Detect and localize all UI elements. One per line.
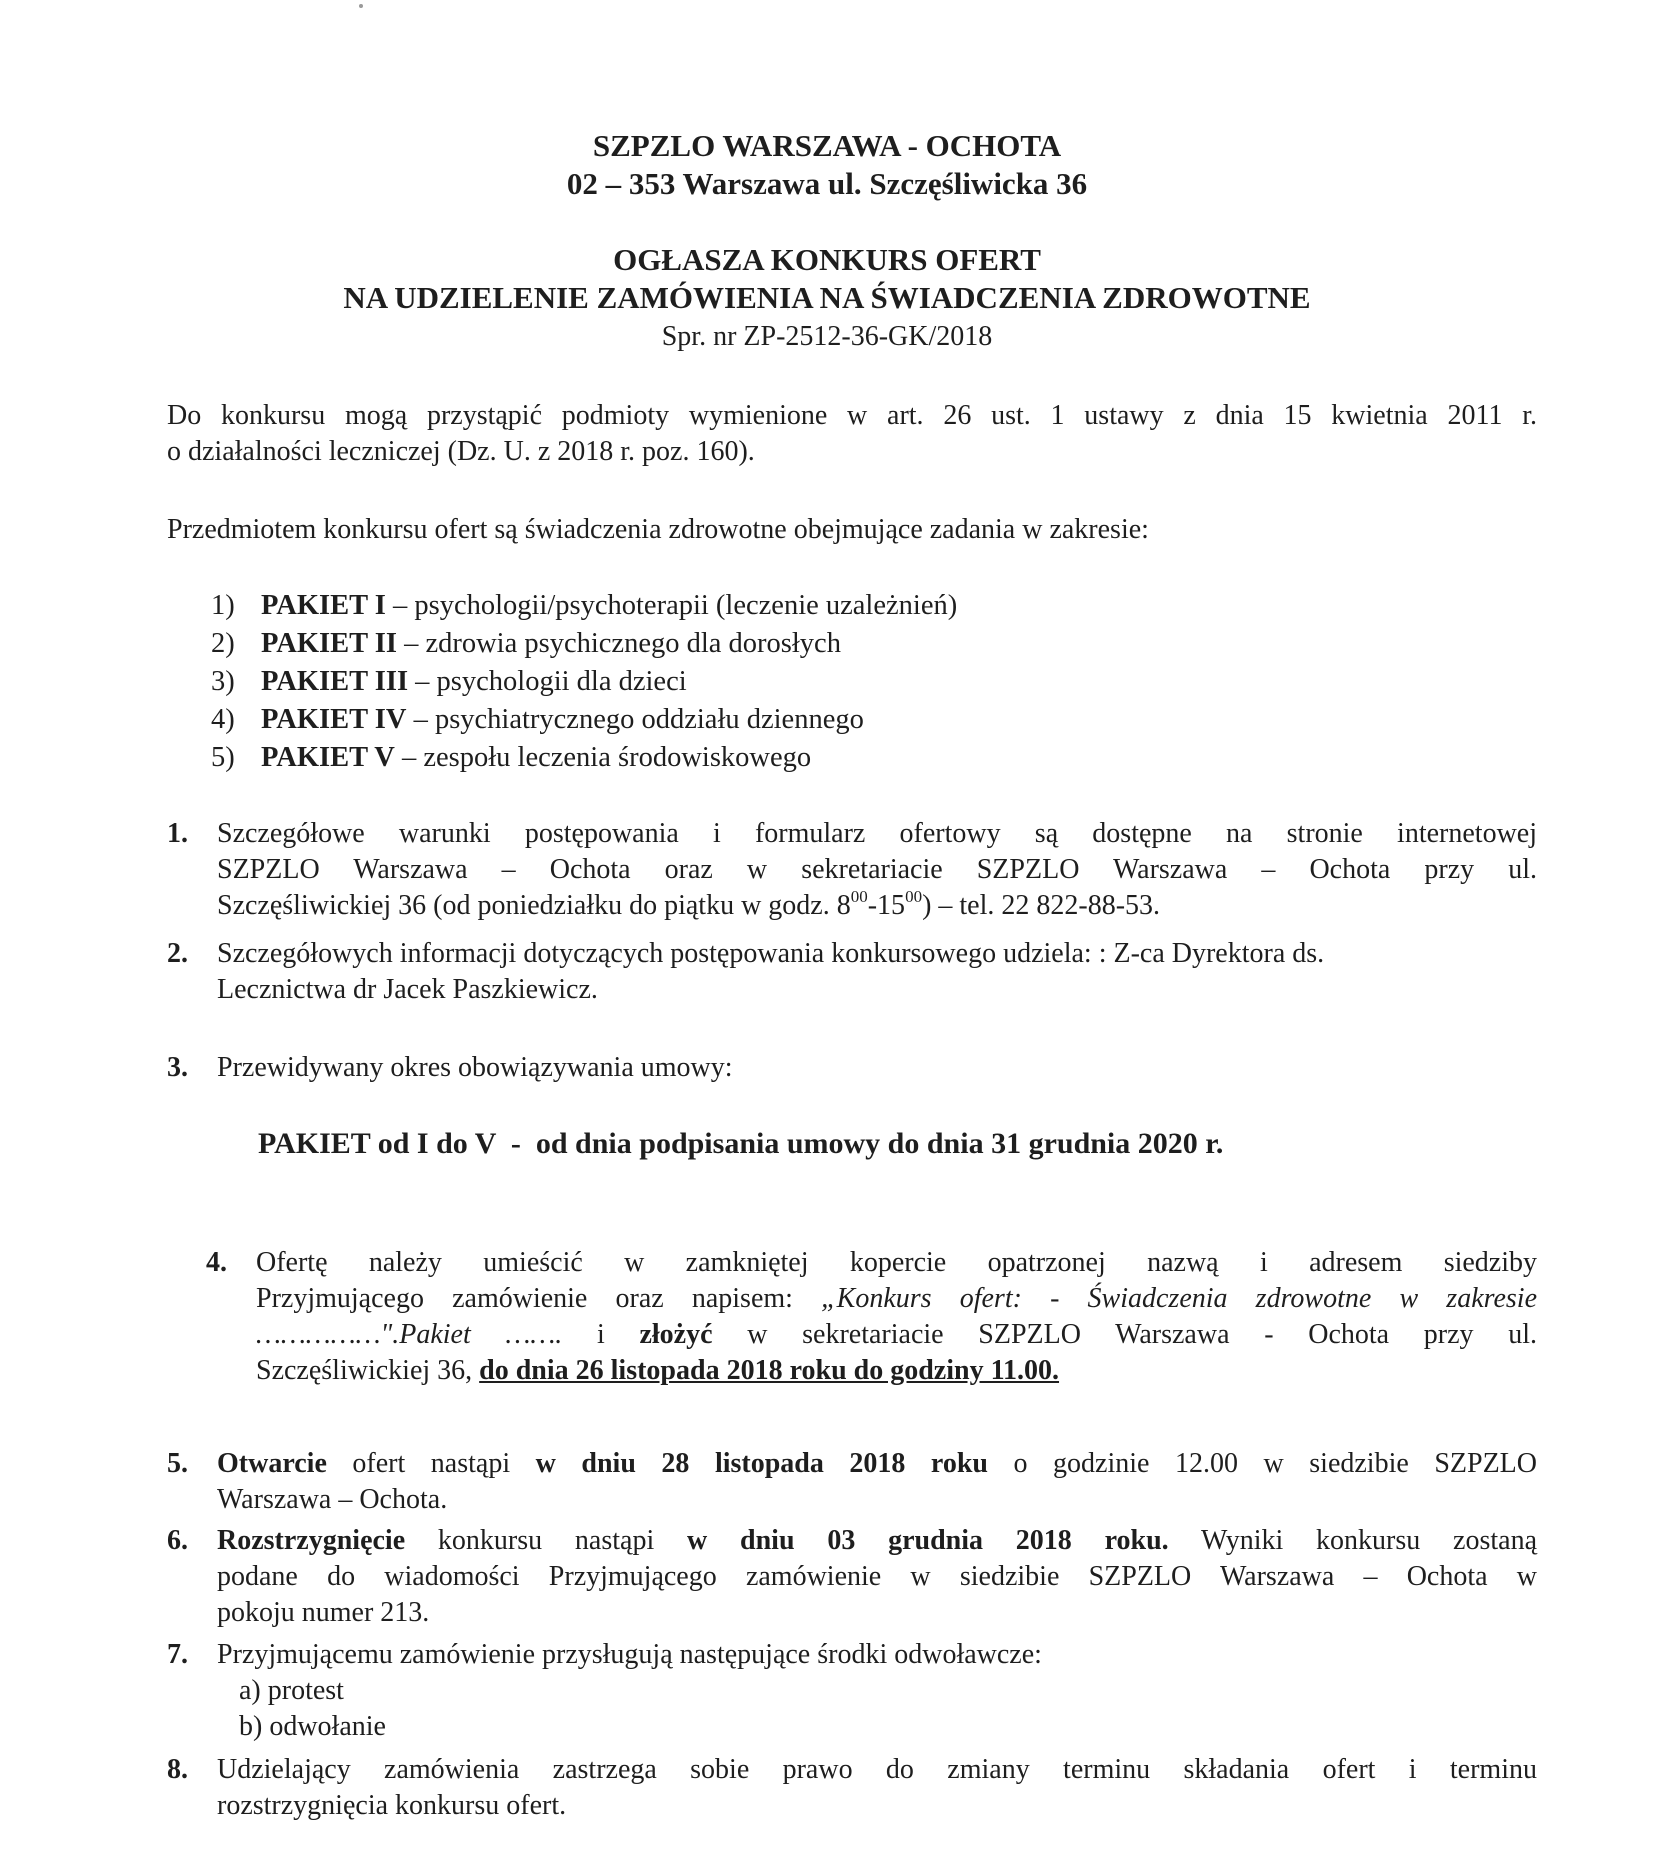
item-1-line-3 xyxy=(217,888,1537,924)
item-5-text xyxy=(217,1446,1537,1518)
package-name: PAKIET III xyxy=(261,666,409,697)
subject-paragraph: Przedmiotem konkursu ofert są świadczenia zdrowotne obejmujące zadania w zakresie: xyxy=(167,514,1149,545)
bold-text: Rozstrzygnięcie xyxy=(217,1525,406,1556)
item-3 xyxy=(167,1050,1537,1090)
package-description: – psychologii/psychoterapii (leczenie uzależnień) xyxy=(385,590,958,621)
item-number: 6. xyxy=(167,1525,188,1556)
plain-text: i xyxy=(562,1319,640,1350)
plain-text: ofert nastąpi xyxy=(326,1448,536,1479)
item-3-line-1: Przewidywany okres obowiązywania umowy: xyxy=(217,1052,733,1083)
eligibility-line-1: Do konkursu mogą przystąpić podmioty wymienione w art. 26 ust. 1 ustawy z dnia 15 kwietnia 2011 r. xyxy=(167,400,1537,431)
package-item xyxy=(211,587,957,625)
hours-text: Szczęśliwickiej 36 (od poniedziałku do piątku w godz. 8 xyxy=(217,890,851,921)
bold-text: Otwarcie xyxy=(217,1448,327,1479)
item-4-line-1: Ofertę należy umieścić w zamkniętej kopercie opatrzonej nazwą i adresem siedziby xyxy=(256,1247,1537,1278)
hours-text: -15 xyxy=(867,890,906,921)
package-list xyxy=(211,587,957,777)
item-5 xyxy=(167,1446,1537,1522)
plain-text: Przyjmującego zamówienie oraz napisem: xyxy=(256,1283,822,1314)
item-number: 5. xyxy=(167,1448,188,1479)
item-1-line-2: SZPZLO Warszawa – Ochota oraz w sekretariacie SZPZLO Warszawa – Ochota przy ul. xyxy=(217,854,1537,885)
organization-name: SZPZLO WARSZAWA - OCHOTA xyxy=(592,128,1062,163)
item-8-line-2: rozstrzygnięcia konkursu ofert. xyxy=(217,1790,567,1821)
hours-superscript: 00 xyxy=(905,887,923,906)
item-1-line-1: Szczegółowe warunki postępowania i formularz ofertowy są dostępne na stronie internetowej xyxy=(217,818,1537,849)
package-number: 4) xyxy=(211,704,235,735)
plain-text: Szczęśliwickiej 36, xyxy=(256,1355,480,1386)
package-item xyxy=(211,739,957,777)
package-name: PAKIET II xyxy=(261,628,397,659)
package-description: – psychologii dla dzieci xyxy=(408,666,687,697)
item-2-line-2: Lecznictwa dr Jacek Paszkiewicz. xyxy=(217,974,598,1005)
item-4-line-4 xyxy=(256,1353,1537,1389)
phone-text: ) – tel. 22 822-88-53. xyxy=(922,890,1161,921)
item-4-text xyxy=(256,1245,1537,1389)
item-6-text xyxy=(217,1523,1537,1631)
item-number: 1. xyxy=(167,818,188,849)
document-header xyxy=(0,127,1654,203)
package-item xyxy=(211,663,957,701)
package-number: 3) xyxy=(211,666,235,697)
item-5-line-1 xyxy=(217,1446,1537,1482)
package-name: PAKIET V xyxy=(261,742,395,773)
item-8-text xyxy=(217,1752,1537,1824)
announcement-title xyxy=(0,241,1654,317)
package-description: – psychiatrycznego oddziału dziennego xyxy=(406,704,864,735)
resolution-date: w dniu 03 grudnia 2018 roku. xyxy=(687,1525,1169,1556)
package-name: PAKIET IV xyxy=(261,704,407,735)
item-4 xyxy=(206,1245,1537,1395)
eligibility-line-2: o działalności leczniczej (Dz. U. z 2018 r. poz. 160). xyxy=(167,436,755,467)
item-6-line-2: podane do wiadomości Przyjmującego zamówienie w siedzibie SZPZLO Warszawa – Ochota w xyxy=(217,1561,1537,1592)
title-line-2: NA UDZIELENIE ZAMÓWIENIA NA ŚWIADCZENIA ZDROWOTNE xyxy=(343,280,1311,315)
item-6-line-3: pokoju numer 213. xyxy=(217,1597,430,1628)
package-item xyxy=(211,625,957,663)
package-name: PAKIET I xyxy=(261,590,386,621)
item-4-line-3 xyxy=(256,1317,1537,1353)
scan-speck xyxy=(359,4,363,8)
title-line-1: OGŁASZA KONKURS OFERT xyxy=(613,242,1041,277)
item-5-line-2: Warszawa – Ochota. xyxy=(217,1484,448,1515)
hours-superscript: 00 xyxy=(850,887,868,906)
plain-text: konkursu nastąpi xyxy=(405,1525,688,1556)
package-number: 5) xyxy=(211,742,235,773)
item-7-text xyxy=(217,1637,1537,1745)
item-number: 7. xyxy=(167,1639,188,1670)
plain-text: w sekretariacie SZPZLO Warszawa - Ochota przy ul. xyxy=(712,1319,1538,1350)
item-number: 2. xyxy=(167,938,188,969)
item-2 xyxy=(167,936,1537,1012)
item-8-line-1: Udzielający zamówienia zastrzega sobie prawo do zmiany terminu składania ofert i terminu xyxy=(217,1754,1537,1785)
item-6 xyxy=(167,1523,1537,1635)
item-8 xyxy=(167,1752,1537,1828)
package-number: 2) xyxy=(211,628,235,659)
opening-date: w dniu 28 listopada 2018 roku xyxy=(535,1448,988,1479)
item-6-line-1 xyxy=(217,1523,1537,1559)
deadline-text: do dnia 26 listopada 2018 roku do godziny 11.00. xyxy=(479,1355,1060,1386)
package-description: – zespołu leczenia środowiskowego xyxy=(394,742,812,773)
remedy-protest: a) protest xyxy=(239,1675,344,1706)
item-2-text xyxy=(217,936,1537,1008)
remedy-appeal: b) odwołanie xyxy=(239,1711,386,1742)
organization-address: 02 – 353 Warszawa ul. Szczęśliwicka 36 xyxy=(566,166,1088,201)
plain-text: Wyniki konkursu zostaną xyxy=(1168,1525,1538,1556)
item-4-line-2 xyxy=(256,1281,1537,1317)
item-number: 8. xyxy=(167,1754,188,1785)
case-number: Spr. nr ZP-2512-36-GK/2018 xyxy=(661,321,993,352)
item-7 xyxy=(167,1637,1537,1749)
item-1 xyxy=(167,816,1537,928)
item-2-line-1: Szczegółowych informacji dotyczących postępowania konkursowego udziela: : Z-ca Dyrektora ds. xyxy=(217,938,1325,969)
envelope-label-text: ……………".Pakiet ……. xyxy=(256,1319,563,1350)
eligibility-paragraph xyxy=(167,398,1537,470)
plain-text: o godzinie 12.00 w siedzibie SZPZLO xyxy=(988,1448,1537,1479)
package-number: 1) xyxy=(211,590,235,621)
item-1-text xyxy=(217,816,1537,924)
bold-text: złożyć xyxy=(639,1319,713,1350)
package-description: – zdrowia psychicznego dla dorosłych xyxy=(396,628,841,659)
item-number: 4. xyxy=(206,1247,227,1278)
item-7-line-1: Przyjmującemu zamówienie przysługują następujące środki odwoławcze: xyxy=(217,1639,1042,1670)
contract-period: PAKIET od I do V - od dnia podpisania umowy do dnia 31 grudnia 2020 r. xyxy=(258,1127,1224,1160)
envelope-label-text: „Konkurs ofert: - Świadczenia zdrowotne w zakresie xyxy=(821,1283,1538,1314)
package-item xyxy=(211,701,957,739)
item-3-text xyxy=(217,1050,1537,1086)
item-number: 3. xyxy=(167,1052,188,1083)
